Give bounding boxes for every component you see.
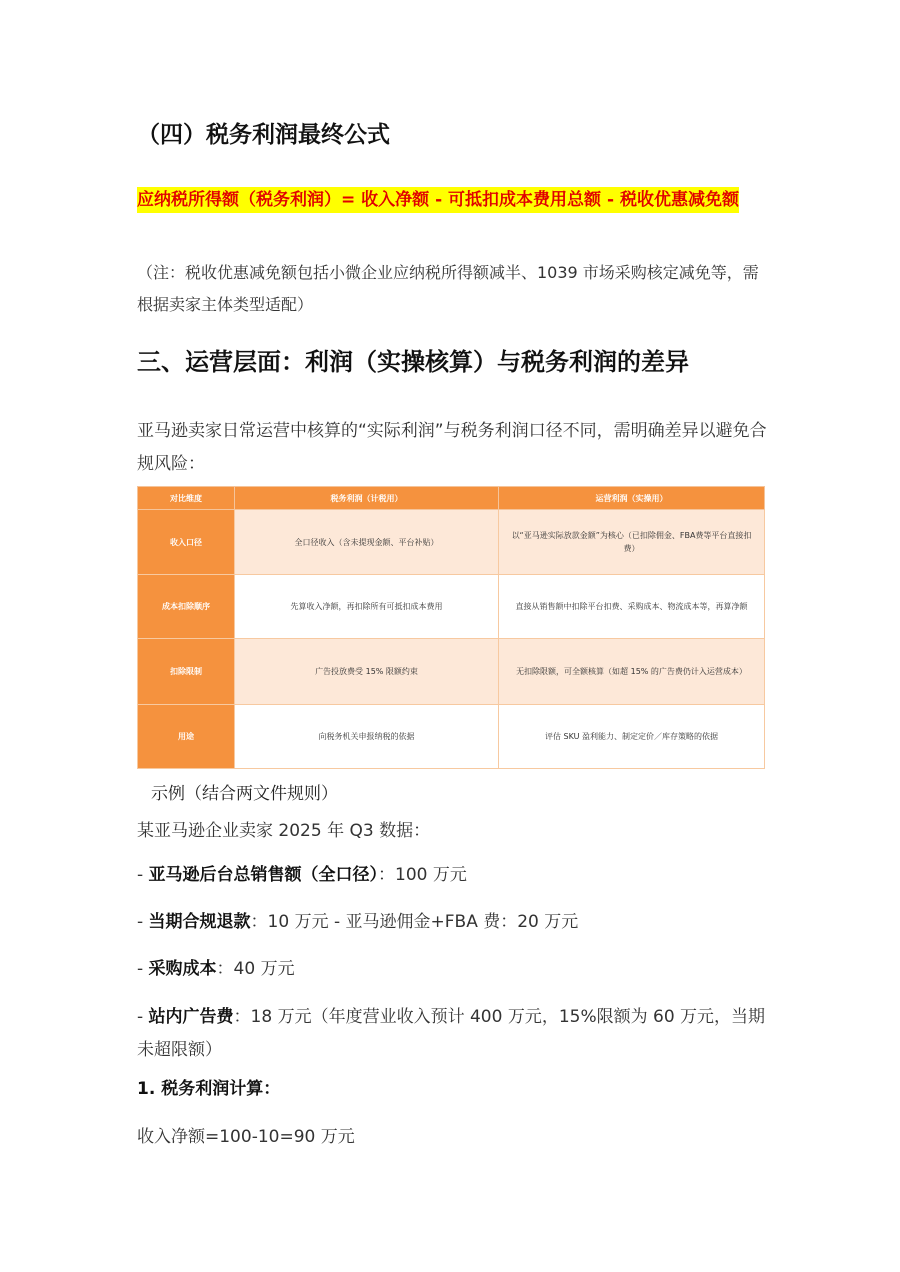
item-value: ：40 万元 bbox=[216, 959, 295, 979]
list-item bbox=[137, 906, 769, 939]
item-prefix: - bbox=[137, 865, 149, 885]
header-dimension: 对比维度 bbox=[138, 487, 235, 510]
item-label: 站内广告费 bbox=[148, 1007, 234, 1027]
cell-tax: 全口径收入（含未提现金额、平台补贴） bbox=[235, 510, 499, 575]
item-value: ：18 万元（年度营业收入预计 400 万元，15%限额为 60 万元，当期未超限额） bbox=[137, 1007, 766, 1060]
item-value: ：10 万元 - 亚马逊佣金+FBA 费：20 万元 bbox=[250, 912, 579, 932]
cell-ops: 直接从销售额中扣除平台扣费、采购成本、物流成本等，再算净额 bbox=[499, 575, 765, 639]
cell-tax: 广告投放费受 15% 限额约束 bbox=[235, 639, 499, 705]
row-dimension: 扣除限制 bbox=[138, 639, 235, 705]
item-prefix: - bbox=[137, 1007, 149, 1027]
table-row bbox=[138, 705, 765, 769]
list-item bbox=[137, 953, 769, 986]
comparison-table bbox=[137, 486, 765, 769]
item-label: 亚马逊后台总销售额（全口径） bbox=[148, 865, 379, 885]
item-value: ：100 万元 bbox=[378, 865, 467, 885]
calc-heading: 1. 税务利润计算： bbox=[137, 1079, 281, 1099]
table-header-row bbox=[138, 487, 765, 510]
example-intro: 某亚马逊企业卖家 2025 年 Q3 数据： bbox=[137, 821, 431, 841]
cell-tax: 向税务机关申报纳税的依据 bbox=[235, 705, 499, 769]
list-item bbox=[137, 1001, 769, 1067]
example-title: 示例（结合两文件规则） bbox=[151, 784, 338, 804]
calc-line: 收入净额=100-10=90 万元 bbox=[137, 1127, 355, 1147]
formula-note: （注：税收优惠减免额包括小微企业应纳税所得额减半、1039 市场采购核定减免等，需根据卖家主体类型适配） bbox=[137, 263, 759, 314]
table-row bbox=[138, 639, 765, 705]
row-dimension: 成本扣除顺序 bbox=[138, 575, 235, 639]
list-item bbox=[137, 859, 769, 892]
formula-text: 应纳税所得额（税务利润）= 收入净额 - 可抵扣成本费用总额 - 税收优惠减免额 bbox=[137, 187, 739, 213]
cell-ops: 以“亚马逊实际放款金额”为核心（已扣除佣金、FBA费等平台直接扣费） bbox=[499, 510, 765, 575]
row-dimension: 用途 bbox=[138, 705, 235, 769]
section-heading-formula: （四）税务利润最终公式 bbox=[137, 122, 390, 148]
row-dimension: 收入口径 bbox=[138, 510, 235, 575]
section-heading-operations: 三、运营层面：利润（实操核算）与税务利润的差异 bbox=[137, 348, 689, 376]
table-row bbox=[138, 510, 765, 575]
item-label: 当期合规退款 bbox=[148, 912, 251, 932]
cell-ops: 评估 SKU 盈利能力、制定定价／库存策略的依据 bbox=[499, 705, 765, 769]
formula-highlight bbox=[137, 184, 767, 216]
header-ops-profit: 运营利润（实操用） bbox=[499, 487, 765, 510]
item-prefix: - bbox=[137, 912, 149, 932]
item-label: 采购成本 bbox=[148, 959, 217, 979]
cell-ops: 无扣除限额，可全额核算（如超 15% 的广告费仍计入运营成本） bbox=[499, 639, 765, 705]
cell-tax: 先算收入净额，再扣除所有可抵扣成本费用 bbox=[235, 575, 499, 639]
table-row bbox=[138, 575, 765, 639]
item-prefix: - bbox=[137, 959, 149, 979]
section-intro: 亚马逊卖家日常运营中核算的“实际利润”与税务利润口径不同，需明确差异以避免合规风险： bbox=[137, 421, 767, 474]
header-tax-profit: 税务利润（计税用） bbox=[235, 487, 499, 510]
